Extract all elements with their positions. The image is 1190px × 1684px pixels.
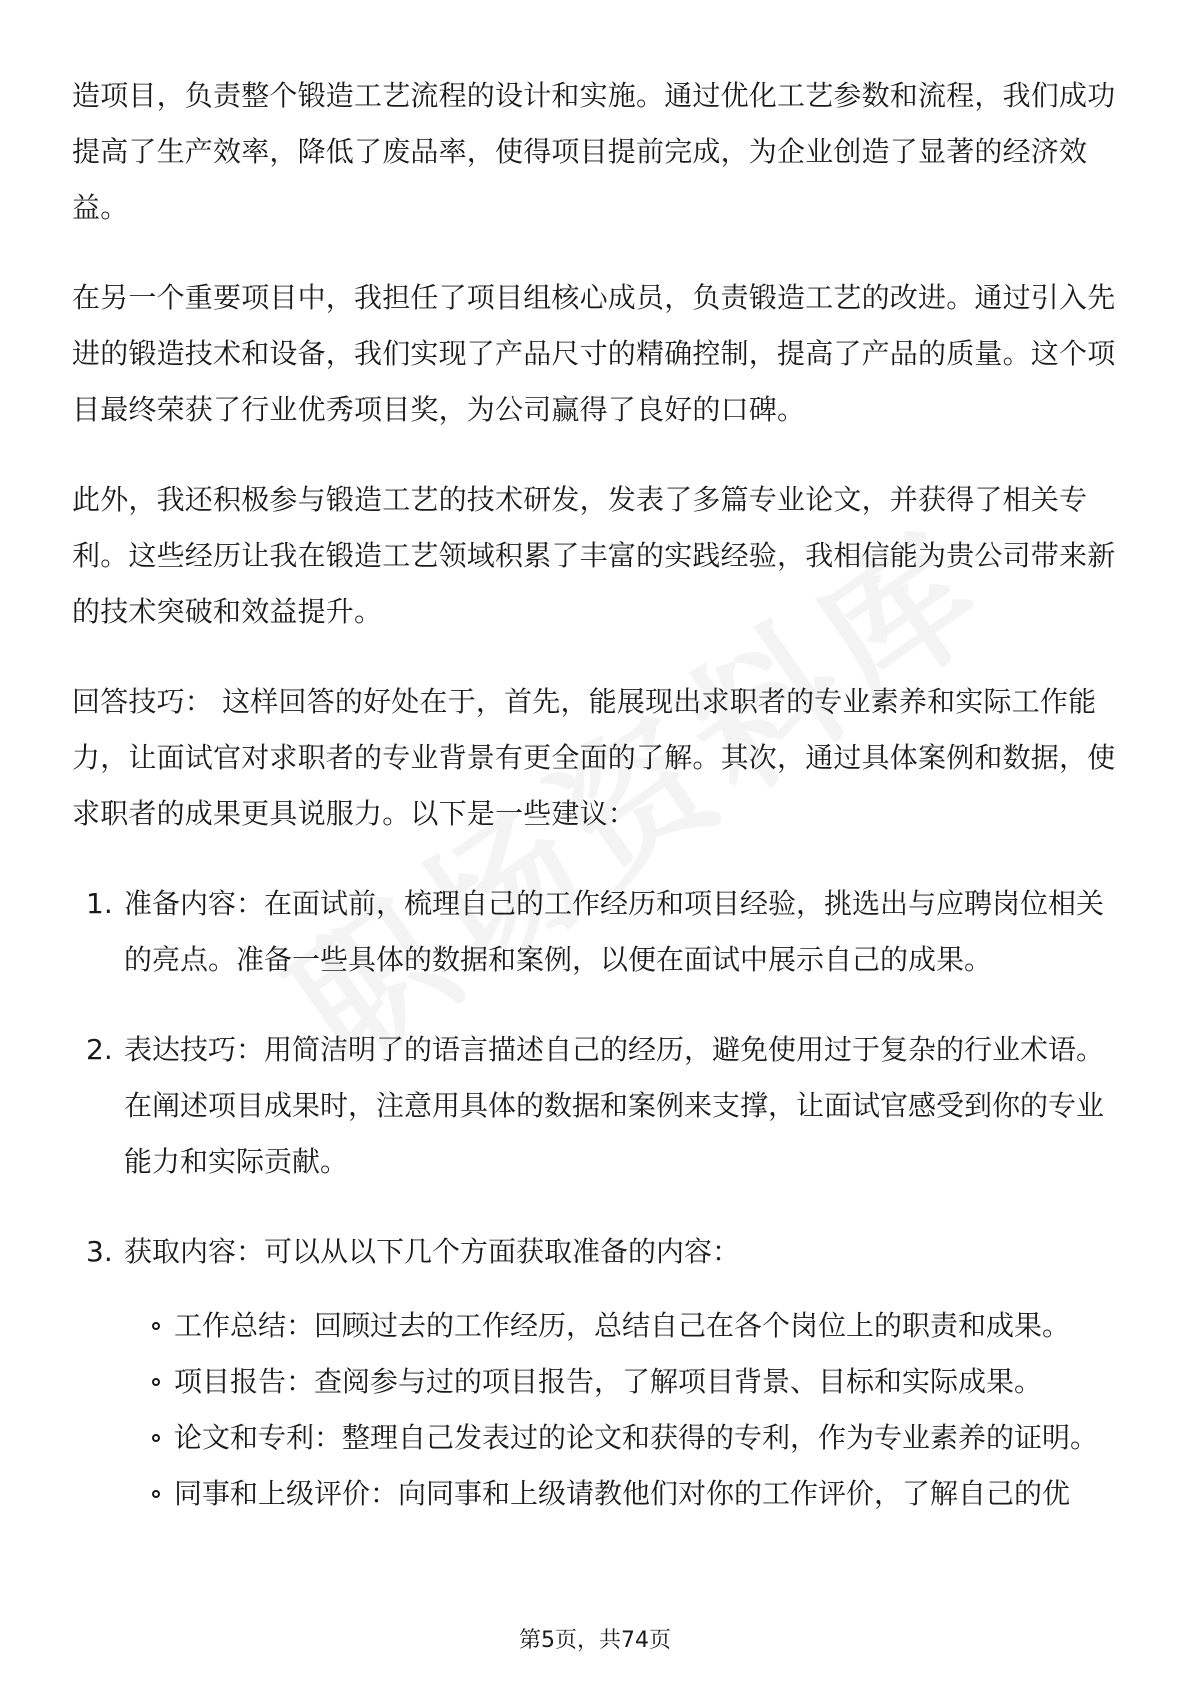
circle-bullet-icon xyxy=(152,1434,160,1442)
sub-list-item-text: 论文和专利：整理自己发表过的论文和获得的专利，作为专业素养的证明。 xyxy=(174,1421,1099,1454)
list-item-text: 获取内容：可以从以下几个方面获取准备的内容： xyxy=(124,1235,741,1268)
list-item-text: 表达技巧：用简洁明了的语言描述自己的经历，避免使用过于复杂的行业术语。在阐述项目成果时，注意用具体的数据和案例来支撑，让面试官感受到你的专业能力和实际贡献。 xyxy=(124,1033,1105,1178)
sub-list-item xyxy=(124,1354,1122,1410)
circle-bullet-icon xyxy=(152,1322,160,1330)
sub-list-item-text: 同事和上级评价：向同事和上级请教他们对你的工作评价，了解自己的优 xyxy=(174,1477,1071,1510)
sub-list-item xyxy=(124,1298,1122,1354)
paragraph: 造项目，负责整个锻造工艺流程的设计和实施。通过优化工艺参数和流程，我们成功提高了生产效率，降低了废品率，使得项目提前完成，为企业创造了显著的经济效益。 xyxy=(72,79,1116,224)
list-item xyxy=(72,1224,1122,1522)
circle-bullet-icon xyxy=(152,1378,160,1386)
page-footer: 第5页，共74页 xyxy=(519,1628,671,1653)
paragraph: 此外，我还积极参与锻造工艺的技术研发，发表了多篇专业论文，并获得了相关专利。这些经历让我在锻造工艺领域积累了丰富的实践经验，我相信能为贵公司带来新的技术突破和效益提升。 xyxy=(72,483,1116,628)
list-item-text: 准备内容：在面试前，梳理自己的工作经历和项目经验，挑选出与应聘岗位相关的亮点。准备一些具体的数据和案例，以便在面试中展示自己的成果。 xyxy=(124,887,1105,976)
sub-list xyxy=(124,1298,1122,1522)
numbered-list xyxy=(72,876,1122,1522)
list-number: 1. xyxy=(86,887,113,920)
paragraph: 回答技巧： 这样回答的好处在于，首先，能展现出求职者的专业素养和实际工作能力，让面试官对求职者的专业背景有更全面的了解。其次，通过具体案例和数据，使求职者的成果更具说服力。以下是一些建议： xyxy=(72,685,1116,830)
list-item xyxy=(72,1022,1122,1190)
sub-list-item xyxy=(124,1410,1122,1466)
sub-list-item-text: 工作总结：回顾过去的工作经历，总结自己在各个岗位上的职责和成果。 xyxy=(174,1309,1071,1342)
list-number: 3. xyxy=(86,1235,113,1268)
list-item xyxy=(72,876,1122,988)
sub-list-item xyxy=(124,1466,1122,1522)
list-number: 2. xyxy=(86,1033,113,1066)
circle-bullet-icon xyxy=(152,1490,160,1498)
page-content xyxy=(72,68,1122,1556)
paragraph: 在另一个重要项目中，我担任了项目组核心成员，负责锻造工艺的改进。通过引入先进的锻造技术和设备，我们实现了产品尺寸的精确控制，提高了产品的质量。这个项目最终荣获了行业优秀项目奖，为公司赢得了良好的口碑。 xyxy=(72,281,1116,426)
sub-list-item-text: 项目报告：查阅参与过的项目报告，了解项目背景、目标和实际成果。 xyxy=(174,1365,1043,1398)
